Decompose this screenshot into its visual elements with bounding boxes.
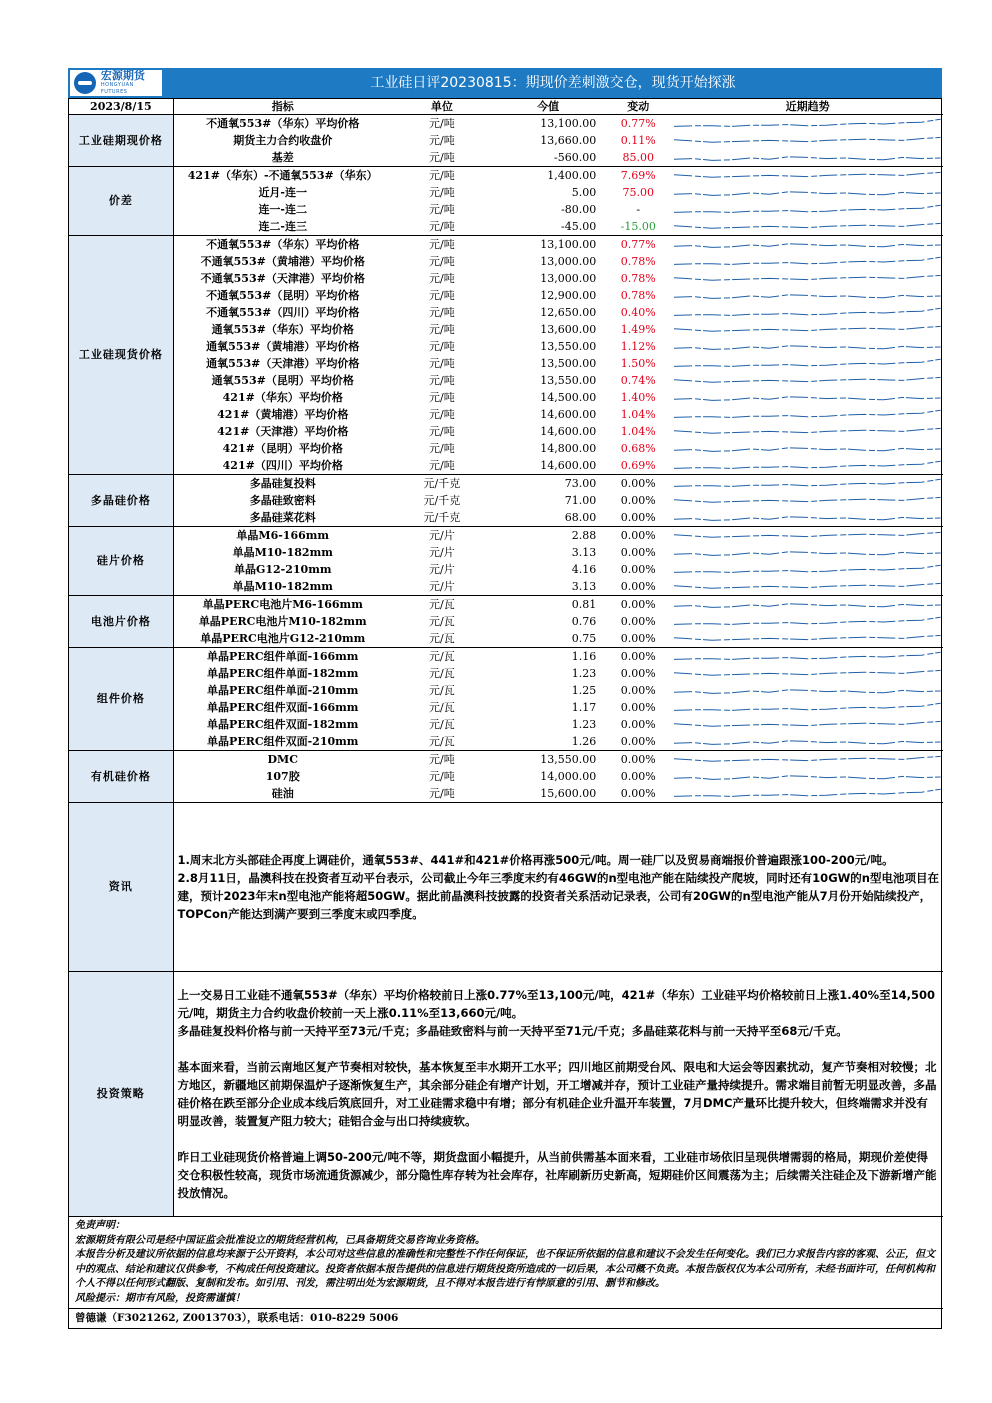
trend-sparkline	[672, 406, 943, 423]
row-change: 0.00%	[620, 562, 656, 576]
trend-sparkline	[672, 218, 943, 236]
disclaimer-row	[69, 1217, 943, 1309]
row-name: 不通氧553#（昆明）平均价格	[206, 288, 360, 302]
row-change: 75.00	[622, 185, 655, 199]
row-value: 12,650.00	[540, 305, 597, 319]
row-value: 0.76	[571, 614, 597, 628]
row-value: 12,900.00	[540, 288, 597, 302]
row-category: 多晶硅价格	[69, 475, 173, 527]
row-name: 不通氧553#（黄埔港）平均价格	[200, 254, 365, 268]
row-name: 421#（四川）平均价格	[173, 457, 392, 475]
strategy-paragraph: 昨日工业硅现货价格普遍上调50-200元/吨不等，期货盘面小幅提升，从当前供需基本面来看，工业硅市场依旧呈现供增需弱的格局，期现价差使得交仓积极性较高，现货市场流通货源减少，部分隐性库存转为社会库存，社库刷新历史新高，短期硅价区间震荡为主；后续需关注硅企及下游新增产能投放情况。	[177, 1150, 937, 1200]
row-name: 107胶	[265, 769, 300, 783]
trend-sparkline	[672, 648, 943, 666]
analyst-contact: 曾德谦（F3021262, Z0013703），联系电话：010-8229 5006	[75, 1312, 399, 1324]
trend-sparkline	[672, 665, 943, 682]
row-change: 0.11%	[620, 133, 656, 147]
row-unit: 元/吨	[428, 769, 455, 783]
row-value: 14,000.00	[540, 769, 597, 783]
table-row	[69, 184, 943, 201]
row-category: 电池片价格	[69, 596, 173, 648]
row-name: 连二-连三	[173, 218, 392, 236]
row-value: 13,600.00	[540, 322, 597, 336]
row-name: 421#（华东）平均价格	[222, 390, 343, 404]
trend-sparkline	[672, 253, 943, 270]
trend-sparkline	[672, 699, 943, 716]
row-value: 1,400.00	[547, 168, 597, 182]
row-value: 5.00	[571, 185, 597, 199]
row-unit: 元/吨	[392, 149, 492, 167]
row-value: 1.26	[492, 733, 604, 751]
row-unit: 元/瓦	[428, 683, 455, 697]
row-unit: 元/吨	[428, 441, 455, 455]
trend-sparkline	[672, 287, 943, 304]
row-unit: 元/片	[428, 545, 455, 559]
row-value: 1.23	[571, 717, 597, 731]
row-change: 0.00%	[604, 578, 672, 596]
trend-sparkline	[672, 423, 943, 440]
row-name: 单晶G12-210mm	[233, 562, 332, 576]
row-name: 421#（华东）-不通氧553#（华东）	[187, 168, 378, 182]
table-row	[69, 630, 943, 648]
row-name: 基差	[173, 149, 392, 167]
row-change: 0.00%	[620, 597, 656, 611]
table-row	[69, 475, 943, 493]
trend-sparkline	[672, 236, 943, 254]
row-change: 0.00%	[620, 666, 656, 680]
row-value: -45.00	[492, 218, 604, 236]
trend-sparkline	[672, 338, 943, 355]
table-row	[69, 304, 943, 321]
row-unit: 元/吨	[428, 133, 455, 147]
strategy-paragraph: 上一交易日工业硅不通氧553#（华东）平均价格较前日上涨0.77%至13,100元/吨，421#（华东）工业硅平均价格较前日上涨1.40%至14,500元/吨，期货主力合约收盘价较前一天上涨0.11%至13,660元/吨。	[177, 988, 936, 1020]
table-row	[69, 716, 943, 733]
row-change: 0.68%	[620, 441, 656, 455]
row-unit: 元/吨	[392, 218, 492, 236]
table-row	[69, 578, 943, 596]
trend-sparkline	[672, 527, 943, 545]
table-row	[69, 423, 943, 440]
row-unit: 元/吨	[392, 785, 492, 803]
row-name: 不通氧553#（华东）平均价格	[206, 237, 360, 251]
table-row	[69, 201, 943, 218]
row-change: 0.00%	[604, 785, 672, 803]
row-unit: 元/片	[392, 578, 492, 596]
table-row	[69, 406, 943, 423]
table-row	[69, 648, 943, 666]
row-unit: 元/吨	[428, 407, 455, 421]
row-change: 1.40%	[620, 390, 656, 404]
row-unit: 元/吨	[428, 237, 455, 251]
row-name: 单晶M6-166mm	[236, 528, 330, 542]
row-name: 通氧553#（昆明）平均价格	[211, 373, 354, 387]
table-row	[69, 115, 943, 133]
row-value: 14,800.00	[540, 441, 597, 455]
row-value: 14,600.00	[492, 457, 604, 475]
row-unit: 元/片	[428, 562, 455, 576]
table-row	[69, 287, 943, 304]
strategy-row	[69, 972, 943, 1217]
table-row	[69, 372, 943, 389]
row-name: 连一-连二	[258, 202, 308, 216]
col-unit-header: 单位	[392, 99, 492, 115]
trend-sparkline	[672, 132, 943, 149]
row-value: 13,550.00	[540, 339, 597, 353]
trend-sparkline	[672, 630, 943, 648]
row-category: 价差	[69, 167, 173, 236]
table-row	[69, 682, 943, 699]
logo-cn: 宏源期货	[100, 69, 145, 82]
logo-en: HONGYUAN FUTURES	[100, 82, 134, 95]
row-unit: 元/瓦	[428, 649, 455, 663]
row-unit: 元/吨	[428, 168, 455, 182]
row-change: 0.00%	[604, 630, 672, 648]
trend-sparkline	[672, 304, 943, 321]
trend-sparkline	[672, 475, 943, 493]
table-header-row	[69, 99, 943, 115]
disclaimer-line: 宏源期货有限公司是经中国证监会批准设立的期货经营机构，已具备期货交易咨询业务资格。	[75, 1234, 485, 1246]
row-unit: 元/吨	[428, 288, 455, 302]
row-name: 421#（黄埔港）平均价格	[217, 407, 349, 421]
table-row	[69, 218, 943, 236]
row-value: 13,660.00	[540, 133, 597, 147]
row-change: 0.00%	[604, 733, 672, 751]
trend-sparkline	[672, 509, 943, 527]
row-value: 14,500.00	[540, 390, 597, 404]
row-unit: 元/千克	[423, 493, 461, 507]
row-change: -	[636, 202, 641, 216]
row-name: 硅油	[173, 785, 392, 803]
table-row	[69, 253, 943, 270]
row-category: 组件价格	[69, 648, 173, 751]
table-row	[69, 355, 943, 372]
row-unit: 元/瓦	[392, 630, 492, 648]
row-unit: 元/吨	[428, 373, 455, 387]
row-value: 3.13	[571, 545, 597, 559]
row-name: 多晶硅菜花料	[173, 509, 392, 527]
row-value: 13,100.00	[540, 116, 597, 130]
logo	[70, 70, 162, 96]
row-name: 通氧553#（华东）平均价格	[211, 322, 354, 336]
table-row	[69, 751, 943, 769]
row-change: 0.78%	[620, 288, 656, 302]
col-change-header: 变动	[604, 99, 672, 115]
table-row	[69, 785, 943, 803]
row-name: 不通氧553#（天津港）平均价格	[200, 271, 365, 285]
col-value-header: 今值	[492, 99, 604, 115]
row-unit: 元/吨	[428, 202, 455, 216]
table-row	[69, 665, 943, 682]
table-row	[69, 389, 943, 406]
report-frame	[68, 98, 942, 1329]
row-value: 3.13	[492, 578, 604, 596]
row-name: 通氧553#（黄埔港）平均价格	[206, 339, 360, 353]
row-category: 有机硅价格	[69, 751, 173, 803]
trend-sparkline	[672, 355, 943, 372]
row-value: 13,000.00	[540, 271, 597, 285]
row-unit: 元/瓦	[428, 717, 455, 731]
col-trend-header: 近期趋势	[672, 99, 943, 115]
col-name-header: 指标	[173, 99, 392, 115]
row-name: 通氧553#（天津港）平均价格	[206, 356, 360, 370]
row-change: 0.00%	[620, 769, 656, 783]
row-name: DMC	[267, 752, 298, 766]
row-value: 1.17	[571, 700, 597, 714]
row-change: 0.78%	[620, 271, 656, 285]
trend-sparkline	[672, 492, 943, 509]
row-unit: 元/瓦	[428, 700, 455, 714]
trend-sparkline	[672, 184, 943, 201]
table-row	[69, 596, 943, 614]
row-name: 单晶M10-182mm	[232, 545, 333, 559]
table-row	[69, 321, 943, 338]
table-row	[69, 132, 943, 149]
row-unit: 元/瓦	[428, 597, 455, 611]
trend-sparkline	[672, 115, 943, 133]
trend-sparkline	[672, 751, 943, 769]
row-change: 1.12%	[620, 339, 656, 353]
row-change: 0.00%	[620, 614, 656, 628]
news-paragraph: 2.8月11日，晶澳科技在投资者互动平台表示，公司截止今年三季度末约有46GW的n型电池产能在陆续投产爬坡，同时还有10GW的n型电池项目在建，预计2023年末n型电池产能将超50GW。据此前晶澳科技披露的投资者关系活动记录表，公司有20GW的n型电池产能从7月份开始陆续投产，TOPCon产能达到满产要到三季度末或四季度。	[177, 871, 939, 921]
row-name: 近月-连一	[258, 185, 308, 199]
table-row	[69, 492, 943, 509]
strategy-paragraph: 多晶硅复投料价格与前一天持平至73元/千克；多晶硅致密料与前一天持平至71元/千克；多晶硅菜花料与前一天持平至68元/千克。	[177, 1024, 848, 1038]
row-change: 7.69%	[620, 168, 656, 182]
row-change: 1.04%	[620, 424, 656, 438]
row-change: 1.04%	[620, 407, 656, 421]
row-value: 73.00	[564, 476, 597, 490]
row-value: 71.00	[564, 493, 597, 507]
row-change: 0.00%	[620, 717, 656, 731]
row-unit: 元/瓦	[392, 733, 492, 751]
table-row	[69, 270, 943, 287]
risk-warning: 风险提示：期市有风险，投资需谨慎！	[75, 1292, 245, 1304]
strategy-body	[173, 972, 943, 1217]
table-row	[69, 544, 943, 561]
row-change: 0.00%	[620, 649, 656, 663]
row-change: 0.00%	[620, 528, 656, 542]
row-unit: 元/千克	[423, 476, 461, 490]
row-name: 单晶PERC组件单面-210mm	[207, 683, 359, 697]
row-unit: 元/吨	[428, 271, 455, 285]
row-change: 0.00%	[620, 493, 656, 507]
news-row	[69, 803, 943, 972]
row-name: 单晶PERC组件单面-166mm	[207, 649, 359, 663]
trend-sparkline	[672, 544, 943, 561]
row-name: 421#（天津港）平均价格	[217, 424, 349, 438]
row-change: 1.49%	[620, 322, 656, 336]
disclaimer	[69, 1217, 943, 1309]
row-name: 单晶PERC组件双面-182mm	[207, 717, 359, 731]
trend-sparkline	[672, 372, 943, 389]
row-name: 421#（昆明）平均价格	[222, 441, 343, 455]
row-unit: 元/吨	[428, 752, 455, 766]
row-unit: 元/吨	[428, 356, 455, 370]
row-change: 0.00%	[604, 509, 672, 527]
row-value: 4.16	[571, 562, 597, 576]
table-row	[69, 509, 943, 527]
trend-sparkline	[672, 716, 943, 733]
row-category: 工业硅现货价格	[69, 236, 173, 475]
trend-sparkline	[672, 733, 943, 751]
report-date: 2023/8/15	[69, 99, 173, 115]
row-name: 期货主力合约收盘价	[233, 133, 333, 147]
row-unit: 元/吨	[428, 424, 455, 438]
trend-sparkline	[672, 440, 943, 457]
row-value: -560.00	[492, 149, 604, 167]
row-unit: 元/吨	[428, 322, 455, 336]
row-value: 13,100.00	[540, 237, 597, 251]
row-value: 13,550.00	[540, 752, 597, 766]
table-row	[69, 149, 943, 167]
row-change: 0.77%	[620, 116, 656, 130]
row-change: 0.00%	[620, 683, 656, 697]
report-page	[68, 68, 942, 1329]
contact-row	[69, 1309, 943, 1329]
row-change: 0.00%	[620, 476, 656, 490]
trend-sparkline	[672, 321, 943, 338]
row-unit: 元/千克	[392, 509, 492, 527]
row-change: 0.77%	[620, 237, 656, 251]
row-value: 14,600.00	[540, 407, 597, 421]
row-unit: 元/吨	[392, 457, 492, 475]
row-change: -15.00	[604, 218, 672, 236]
row-value: 13,550.00	[540, 373, 597, 387]
row-change: 1.50%	[620, 356, 656, 370]
row-name: 单晶PERC电池片M6-166mm	[202, 597, 363, 611]
trend-sparkline	[672, 389, 943, 406]
table-row	[69, 561, 943, 578]
row-value: 15,600.00	[492, 785, 604, 803]
row-unit: 元/吨	[428, 254, 455, 268]
trend-sparkline	[672, 270, 943, 287]
disclaimer-line: 本报告分析及建议所依据的信息均来源于公开资料，本公司对这些信息的准确性和完整性不作任何保证，也不保证所依据的信息和建议不会发生任何变化。我们已力求报告内容的客观、公正，但文中的观点、结论和建议仅供参考，不构成任何投资建议。投资者依据本报告提供的信息进行期货投资所造成的一切后果，本公司概不负责。本报告版权仅为本公司所有，未经书面许可，任何机构和个人不得以任何形式翻版、复制和发布。如引用、刊发，需注明出处为宏源期货，且不得对本报告进行有悖原意的引用、删节和修改。	[75, 1249, 935, 1289]
row-value: 1.23	[571, 666, 597, 680]
news-paragraph: 1.周末北方头部硅企再度上调硅价，通氧553#、441#和421#价格再涨500元/吨。周一硅厂以及贸易商端报价普遍跟涨100-200元/吨。	[177, 853, 894, 867]
row-unit: 元/瓦	[428, 666, 455, 680]
table-row	[69, 236, 943, 254]
row-unit: 元/吨	[428, 185, 455, 199]
row-value: 1.16	[571, 649, 597, 663]
row-change: 0.00%	[620, 700, 656, 714]
row-change: 0.74%	[620, 373, 656, 387]
row-name: 单晶M10-182mm	[173, 578, 392, 596]
table-row	[69, 613, 943, 630]
row-unit: 元/瓦	[428, 614, 455, 628]
trend-sparkline	[672, 457, 943, 475]
row-unit: 元/吨	[428, 390, 455, 404]
trend-sparkline	[672, 201, 943, 218]
row-category: 工业硅期现价格	[69, 115, 173, 167]
row-change: 0.69%	[604, 457, 672, 475]
trend-sparkline	[672, 596, 943, 614]
row-value: 14,600.00	[540, 424, 597, 438]
row-name: 不通氧553#（四川）平均价格	[206, 305, 360, 319]
row-name: 单晶PERC组件双面-166mm	[207, 700, 359, 714]
row-change: 0.78%	[620, 254, 656, 268]
row-change: 0.40%	[620, 305, 656, 319]
row-unit: 元/片	[428, 528, 455, 542]
trend-sparkline	[672, 682, 943, 699]
row-name: 多晶硅致密料	[249, 493, 316, 507]
news-category: 资讯	[69, 803, 173, 972]
row-unit: 元/吨	[428, 339, 455, 353]
price-table	[69, 99, 943, 803]
row-value: 1.25	[571, 683, 597, 697]
trend-sparkline	[672, 578, 943, 596]
row-name: 单晶PERC电池片G12-210mm	[173, 630, 392, 648]
table-row	[69, 768, 943, 785]
strategy-category: 投资策略	[69, 972, 173, 1217]
strategy-paragraph: 基本面来看，当前云南地区复产节奏相对较快，基本恢复至丰水期开工水平；四川地区前期受台风、限电和大运会等因素扰动，复产节奏相对较慢；北方地区，新疆地区前期保温炉子逐渐恢复生产，其余部分硅企有增产计划，开工增减并存，预计工业硅产量持续提升。需求端目前暂无明显改善，多晶硅价格在跌至部分企业成本线后筑底回升，对工业硅需求稳中有增；部分有机硅企业升温开车装置，7月DMC产量环比提升较大，但终端需求并没有明显改善，装置复产阻力较大；硅铝合金与出口持续疲软。	[177, 1060, 937, 1128]
report-title: 工业硅日评20230815：期现价差刺激交仓，现货开始探涨	[370, 75, 736, 91]
disclaimer-title: 免责声明：	[75, 1220, 125, 1231]
table-row	[69, 338, 943, 355]
row-name: 单晶PERC电池片M10-182mm	[198, 614, 367, 628]
trend-sparkline	[672, 768, 943, 785]
row-name: 多晶硅复投料	[249, 476, 316, 490]
logo-icon	[74, 72, 96, 94]
row-name: 单晶PERC组件单面-182mm	[207, 666, 359, 680]
trend-sparkline	[672, 785, 943, 803]
row-unit: 元/吨	[428, 305, 455, 319]
row-value: 13,000.00	[540, 254, 597, 268]
report-header	[68, 68, 942, 98]
table-row	[69, 527, 943, 545]
row-category: 硅片价格	[69, 527, 173, 596]
row-name: 单晶PERC组件双面-210mm	[173, 733, 392, 751]
table-row	[69, 733, 943, 751]
row-value: 0.81	[571, 597, 597, 611]
news-body	[173, 803, 943, 972]
row-name: 不通氧553#（华东）平均价格	[206, 116, 360, 130]
trend-sparkline	[672, 167, 943, 185]
table-row	[69, 699, 943, 716]
row-value: 13,500.00	[540, 356, 597, 370]
row-value: -80.00	[560, 202, 597, 216]
text-table	[69, 803, 943, 1328]
row-change: 85.00	[604, 149, 672, 167]
row-change: 0.00%	[620, 545, 656, 559]
trend-sparkline	[672, 149, 943, 167]
trend-sparkline	[672, 613, 943, 630]
trend-sparkline	[672, 561, 943, 578]
table-row	[69, 457, 943, 475]
row-value: 68.00	[492, 509, 604, 527]
row-value: 2.88	[571, 528, 597, 542]
table-row	[69, 167, 943, 185]
row-change: 0.00%	[620, 752, 656, 766]
row-unit: 元/吨	[428, 116, 455, 130]
row-value: 0.75	[492, 630, 604, 648]
table-row	[69, 440, 943, 457]
